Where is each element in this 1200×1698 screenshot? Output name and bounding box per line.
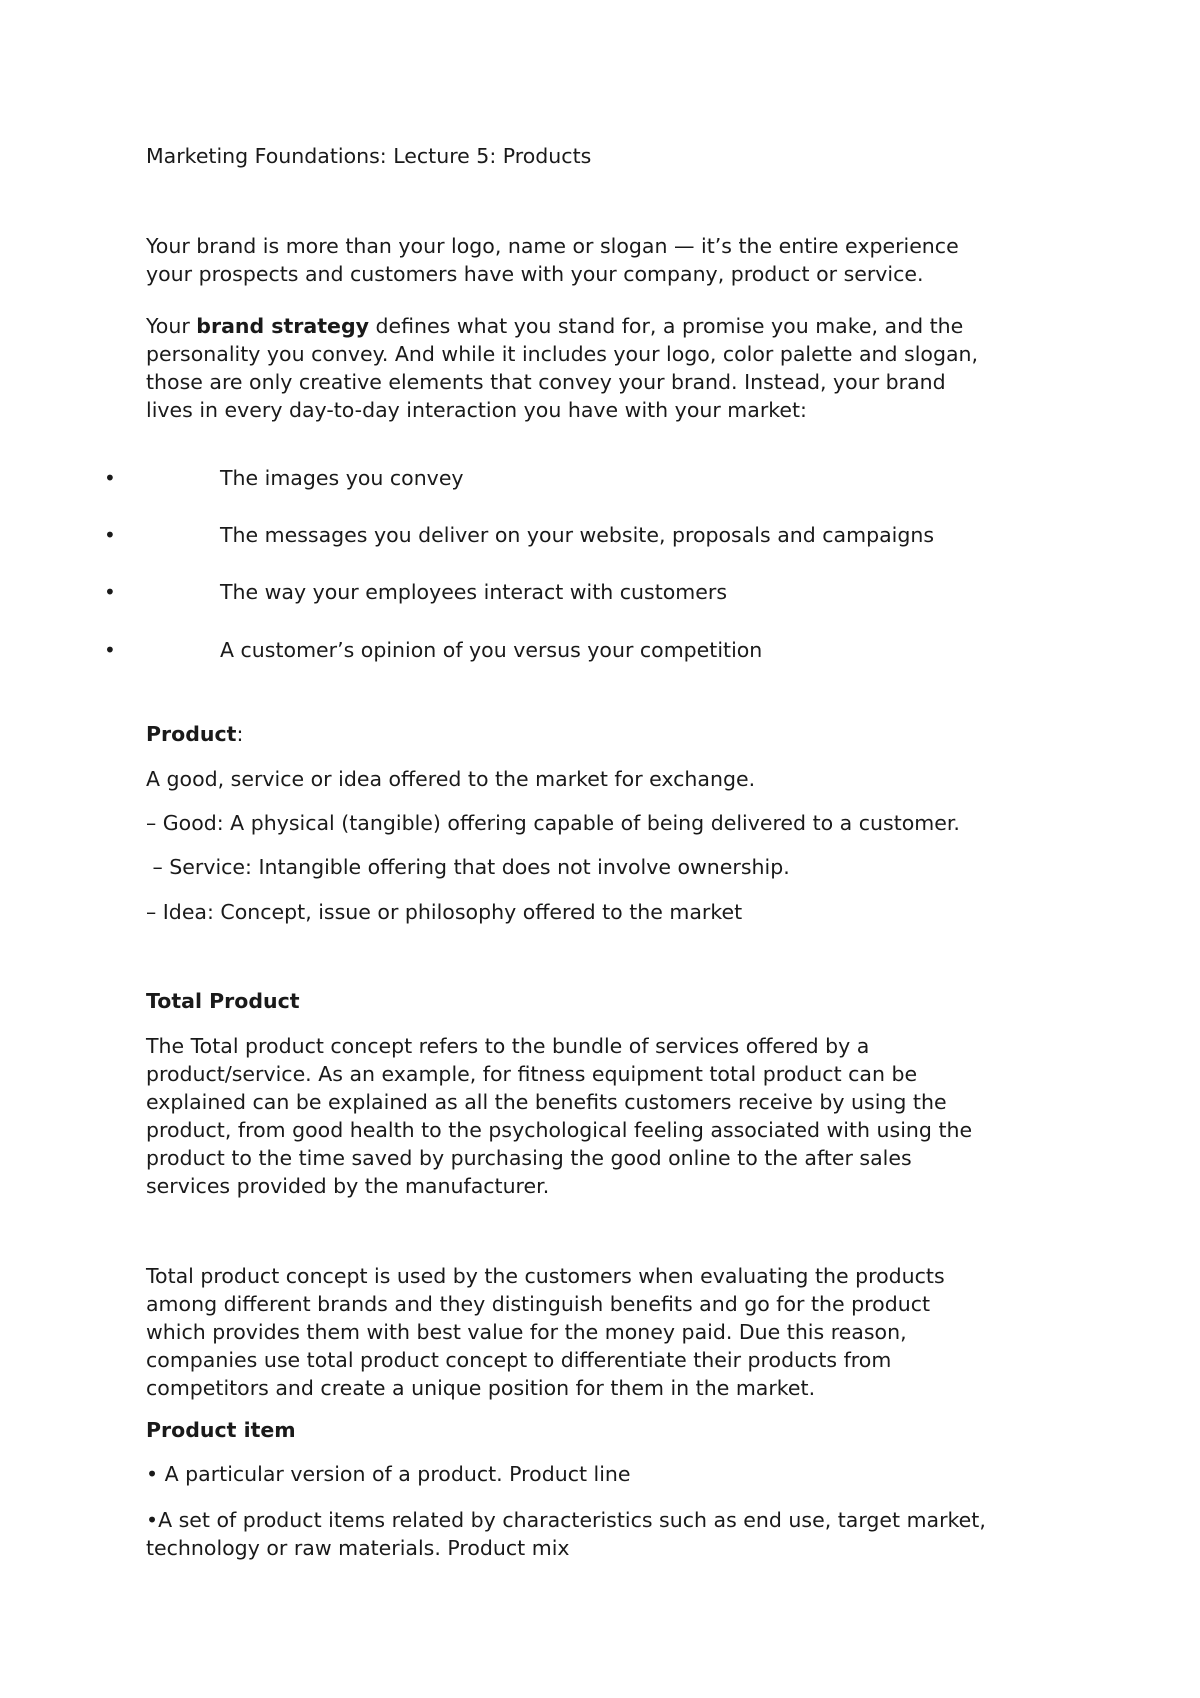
total-product-paragraph-2: Total product concept is used by the customers when evaluating the products among different brands and they distinguish benefits and go for the product which provides them with best value for the money paid. Due this reason, companies use total product concept to differentiate their products from competitors and create a unique position for them in the market. — [146, 1264, 945, 1400]
bullet-icon: • — [104, 466, 116, 490]
product-good: – Good: A physical (tangible) offering capable of being delivered to a customer. — [146, 811, 960, 835]
product-item-2: •A set of product items related by characteristics such as end use, target market, technology or raw materials. Product mix — [146, 1508, 986, 1560]
brand-strategy-bold: brand strategy — [196, 314, 369, 338]
bullet-icon: • — [104, 523, 116, 547]
product-item-heading: Product item — [146, 1418, 296, 1442]
total-product-paragraph-1: The Total product concept refers to the bundle of services offered by a product/service. As an example, for fitness equipment total product can be explained can be explained as all the benefits customers receive by using the product, from good health to the psychological feeling associated with using the product to the time saved by purchasing the good online to the after sales services provided by the manufacturer. — [146, 1034, 973, 1198]
brand-strategy-paragraph — [146, 312, 1086, 424]
brand-bullet-list: • The images you convey • The messages you deliver on your website, proposals and campaigns • The way your employees interact with customers • A customer’s opinion of you versus your competition — [104, 466, 935, 662]
bullet-icon: • — [104, 580, 116, 604]
brand-line: those are only creative elements that convey your brand. Instead, your brand — [146, 370, 946, 394]
product-item-1: • A particular version of a product. Product line — [146, 1462, 631, 1486]
brand-line: Your brand strategy defines what you stand for, a promise you make, and the — [146, 314, 964, 338]
product-service: – Service: Intangible offering that does not involve ownership. — [146, 855, 790, 879]
product-heading: Product: — [146, 722, 244, 746]
intro-line: Your brand is more than your logo, name or slogan — it’s the entire experience — [146, 234, 959, 258]
product-definition: A good, service or idea offered to the market for exchange. — [146, 767, 756, 791]
total-product-heading: Total Product — [146, 989, 300, 1013]
brand-line: personality you convey. And while it includes your logo, color palette and slogan, — [146, 342, 979, 366]
intro-paragraph — [146, 232, 1086, 288]
bullet-icon: • — [104, 638, 116, 662]
product-idea: – Idea: Concept, issue or philosophy offered to the market — [146, 900, 743, 924]
intro-line: your prospects and customers have with your company, product or service. — [146, 262, 924, 286]
brand-line: lives in every day-to-day interaction you have with your market: — [146, 398, 807, 422]
document-title: Marketing Foundations: Lecture 5: Products — [146, 144, 592, 168]
